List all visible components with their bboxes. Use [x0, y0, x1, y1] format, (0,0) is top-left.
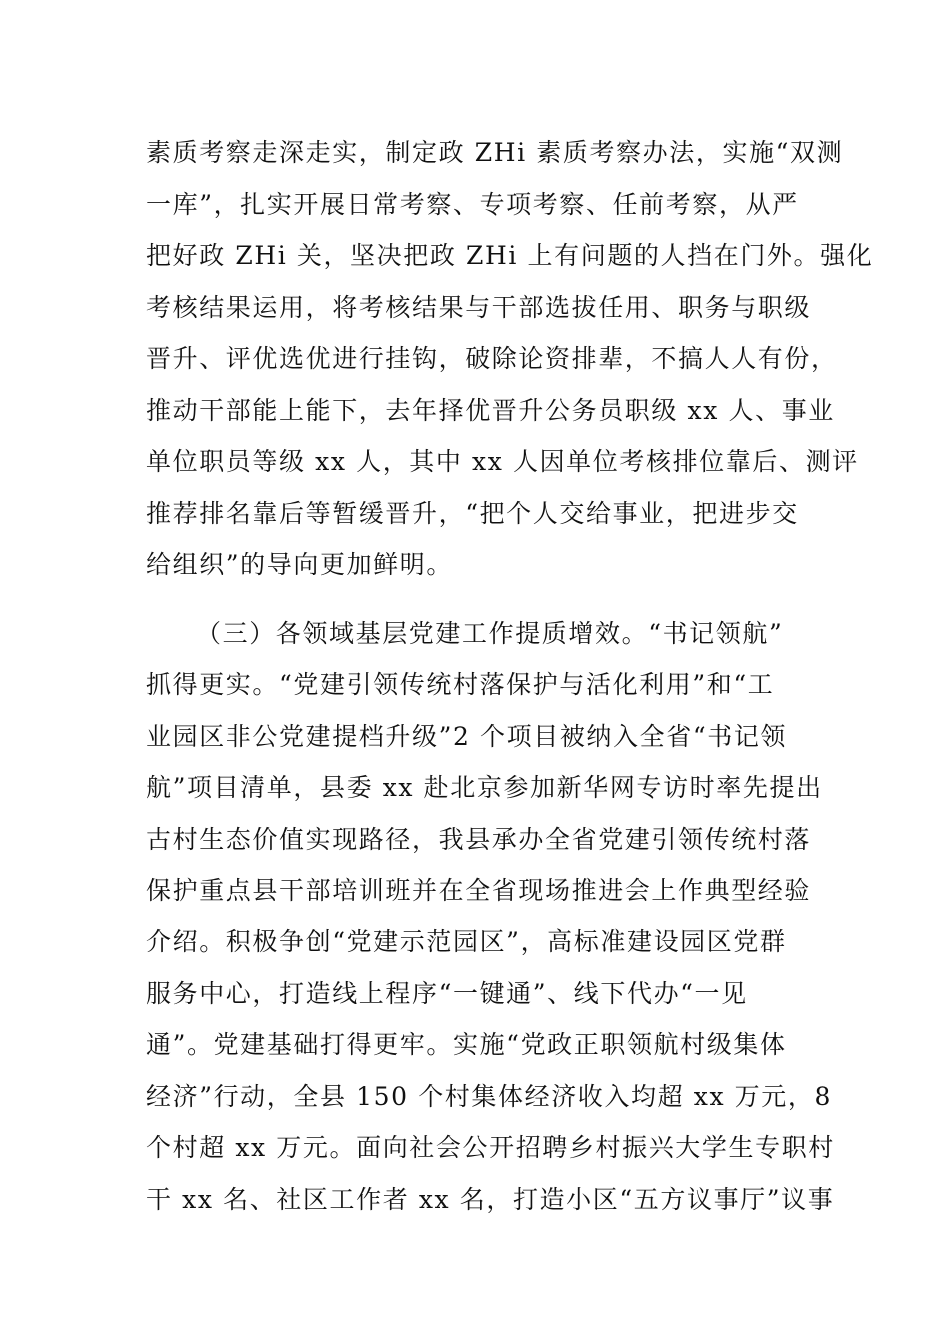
- text-line: 经济”行动，全县 150 个村集体经济收入均超 xx 万元，8: [146, 1082, 832, 1111]
- text-line: （三）各领域基层党建工作提质增效。“书记领航”: [196, 619, 784, 648]
- text-line: 推动干部能上能下，去年择优晋升公务员职级 xx 人、事业: [146, 396, 835, 425]
- text-line: 晋升、评优选优进行挂钩，破除论资排辈，不搞人人有份，: [146, 344, 838, 373]
- text-line: 素质考察走深走实，制定政 ZHi 素质考察办法，实施“双测: [146, 138, 844, 167]
- text-line: 干 xx 名、社区工作者 xx 名，打造小区“五方议事厅”议事: [146, 1185, 835, 1214]
- text-line: 航”项目清单，县委 xx 赴北京参加新华网专访时率先提出: [146, 773, 823, 802]
- text-line: 古村生态价值实现路径，我县承办全省党建引领传统村落: [146, 825, 812, 854]
- text-line: 保护重点县干部培训班并在全省现场推进会上作典型经验: [146, 876, 812, 905]
- text-line: 服务中心，打造线上程序“一键通”、线下代办“一见: [146, 979, 748, 1008]
- text-line: 把好政 ZHi 关，坚决把政 ZHi 上有问题的人挡在门外。强化: [146, 241, 874, 270]
- text-line: 给组织”的导向更加鲜明。: [146, 550, 453, 579]
- text-line: 通”。党建基础打得更牢。实施“党政正职领航村级集体: [146, 1030, 787, 1059]
- text-line: 业园区非公党建提档升级”2 个项目被纳入全省“书记领: [146, 722, 788, 751]
- text-line: 推荐排名靠后等暂缓晋升，“把个人交给事业，把进步交: [146, 499, 799, 528]
- text-line: 个村超 xx 万元。面向社会公开招聘乡村振兴大学生专职村: [146, 1133, 835, 1162]
- text-line: 介绍。积极争创“党建示范园区”，高标准建设园区党群: [146, 927, 787, 956]
- text-line: 抓得更实。“党建引领传统村落保护与活化利用”和“工: [146, 670, 775, 699]
- text-line: 考核结果运用，将考核结果与干部选拔任用、职务与职级: [146, 293, 812, 322]
- text-line: 单位职员等级 xx 人，其中 xx 人因单位考核排位靠后、测评: [146, 447, 859, 476]
- text-line: 一库”，扎实开展日常考察、专项考察、任前考察，从严: [146, 190, 799, 219]
